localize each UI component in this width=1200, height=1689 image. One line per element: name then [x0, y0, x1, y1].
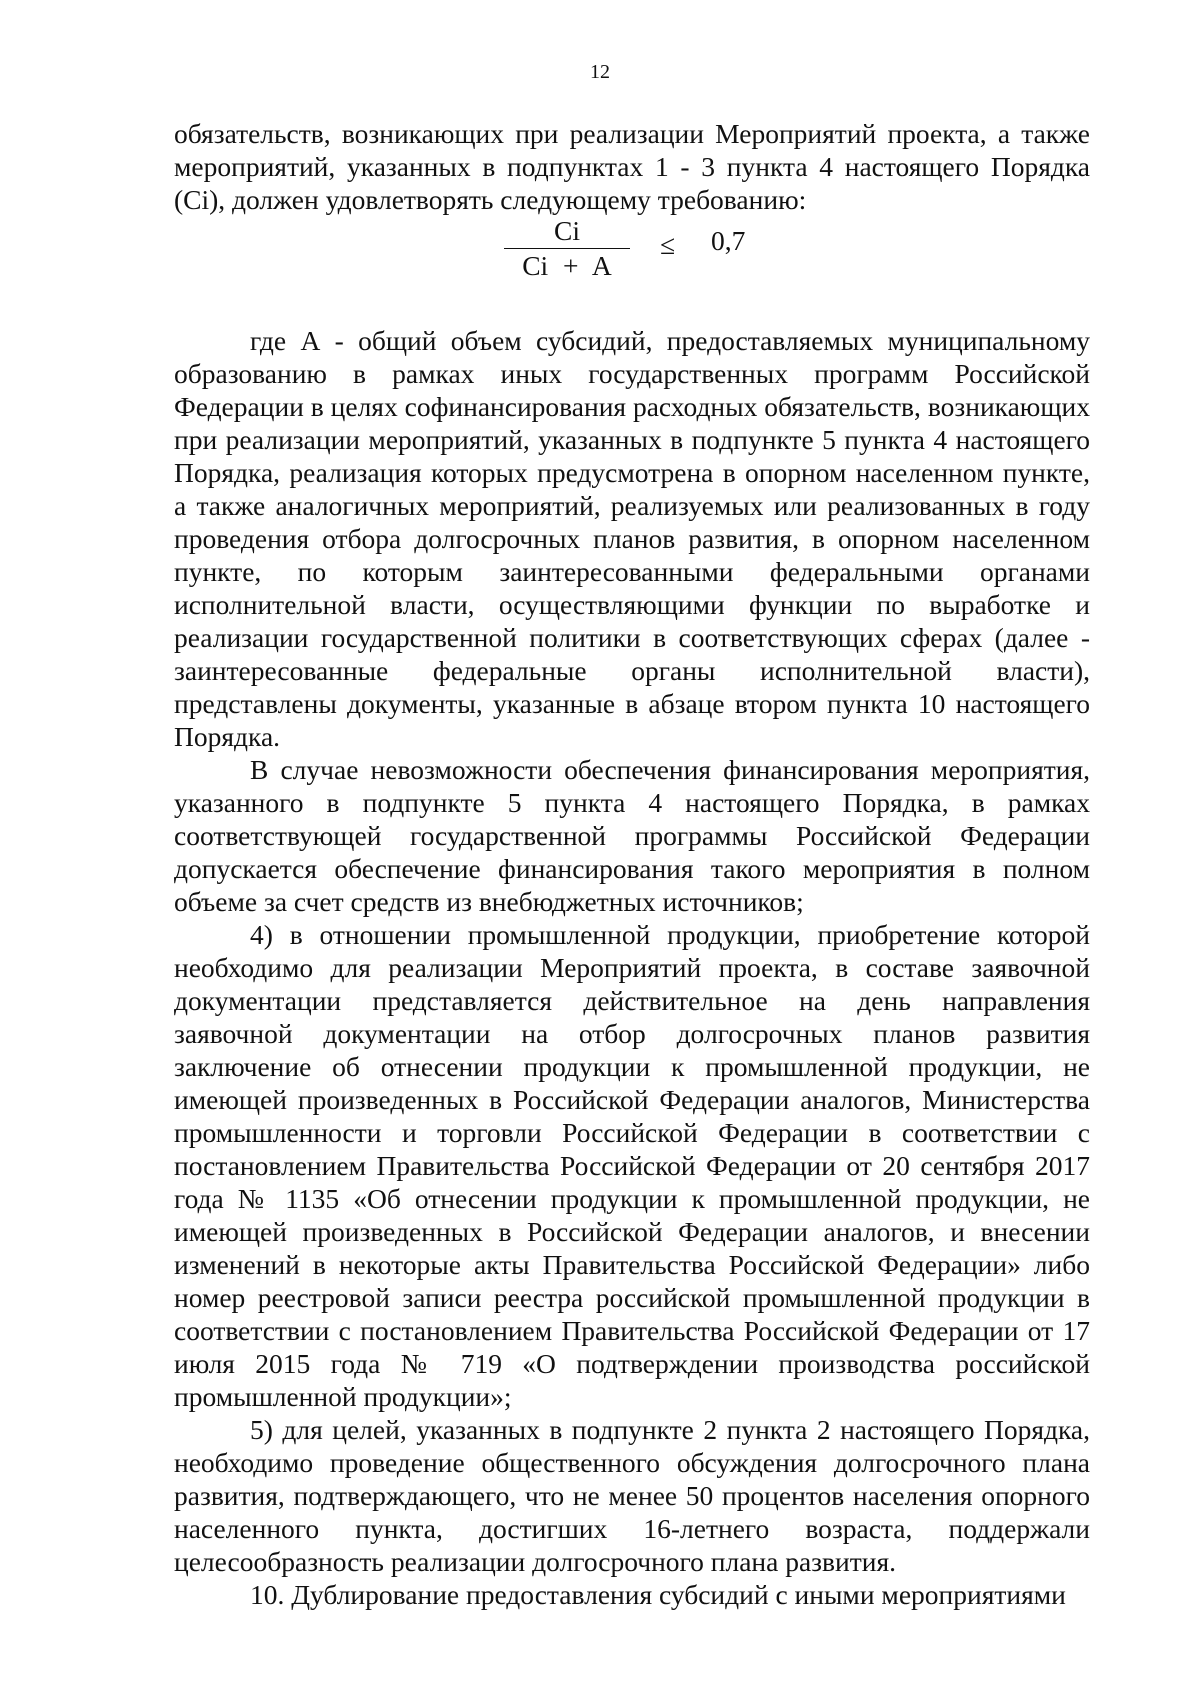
fraction-bar [504, 248, 630, 249]
formula [174, 216, 1090, 284]
formula-value: 0,7 [711, 225, 746, 256]
formula-operator: ≤ [660, 229, 676, 260]
paragraph-definition-a: где А - общий объем субсидий, предоставляемых муниципальному образованию в рамках иных государственных программ Российской Федерации в целях софинансирования расходных обязательств, возникающих при реализации мероприятий, указанных в подпункте 5 пункта 4 настоящего Порядка, реализация которых предусмотрена в опорном населенном пункте, а также аналогичных мероприятий, реализуемых или реализованных в году проведения отбора долгосрочных планов развития, в опорном населенном пункте, по которым заинтересованными федеральными органами исполнительной власти, осуществляющими функции по выработке и реализации государственной политики в соответствующих сферах (далее - заинтересованные федеральные органы исполнительной власти), представлены документы, указанные в абзаце втором пункта 10 настоящего Порядка. [174, 325, 1090, 752]
formula-fraction [504, 216, 630, 281]
paragraph-item-4: 4) в отношении промышленной продукции, приобретение которой необходимо для реализации Мероприятий проекта, в составе заявочной документации представляется действительное на день направления заявочной документации на отбор долгосрочных планов развития заключение об отнесении продукции к промышленной продукции, не имеющей произведенных в Российской Федерации аналогов, Министерства промышленности и торговли Российской Федерации в соответствии с постановлением Правительства Российской Федерации от 20 сентября 2017 года № 1135 «Об отнесении продукции к промышленной продукции, не имеющей произведенных в Российской Федерации аналогов, и внесении изменений в некоторые акты Правительства Российской Федерации» либо номер реестровой записи реестра российской промышленной продукции в соответствии с постановлением Правительства Российской Федерации от 17 июля 2015 года № 719 «О подтверждении производства российской промышленной продукции»; [174, 919, 1090, 1412]
paragraph-item-5: 5) для целей, указанных в подпункте 2 пункта 2 настоящего Порядка, необходимо проведение общественного обсуждения долгосрочного плана развития, подтверждающего, что не менее 50 процентов населения опорного населенного пункта, достигших 16-летнего возраста, поддержали целесообразность реализации долгосрочного плана развития. [174, 1414, 1090, 1577]
paragraph-item-10: 10. Дублирование предоставления субсидий с иными мероприятиями [250, 1579, 1066, 1610]
page-number: 12 [590, 61, 610, 83]
paragraph-financing-case: В случае невозможности обеспечения финансирования мероприятия, указанного в подпункте 5 пункта 4 настоящего Порядка, в рамках соответствующей государственной программы Российской Федерации допускается обеспечение финансирования такого мероприятия в полном объеме за счет средств из внебюджетных источников; [174, 754, 1090, 917]
formula-numerator: Ci [554, 215, 580, 246]
paragraph-continuation: обязательств, возникающих при реализации Мероприятий проекта, а также мероприятий, указанных в подпунктах 1 - 3 пункта 4 настоящего Порядка (Ci), должен удовлетворять следующему требованию: [174, 118, 1090, 215]
formula-denominator: Ci + A [522, 250, 612, 281]
document-body [174, 117, 1090, 1611]
